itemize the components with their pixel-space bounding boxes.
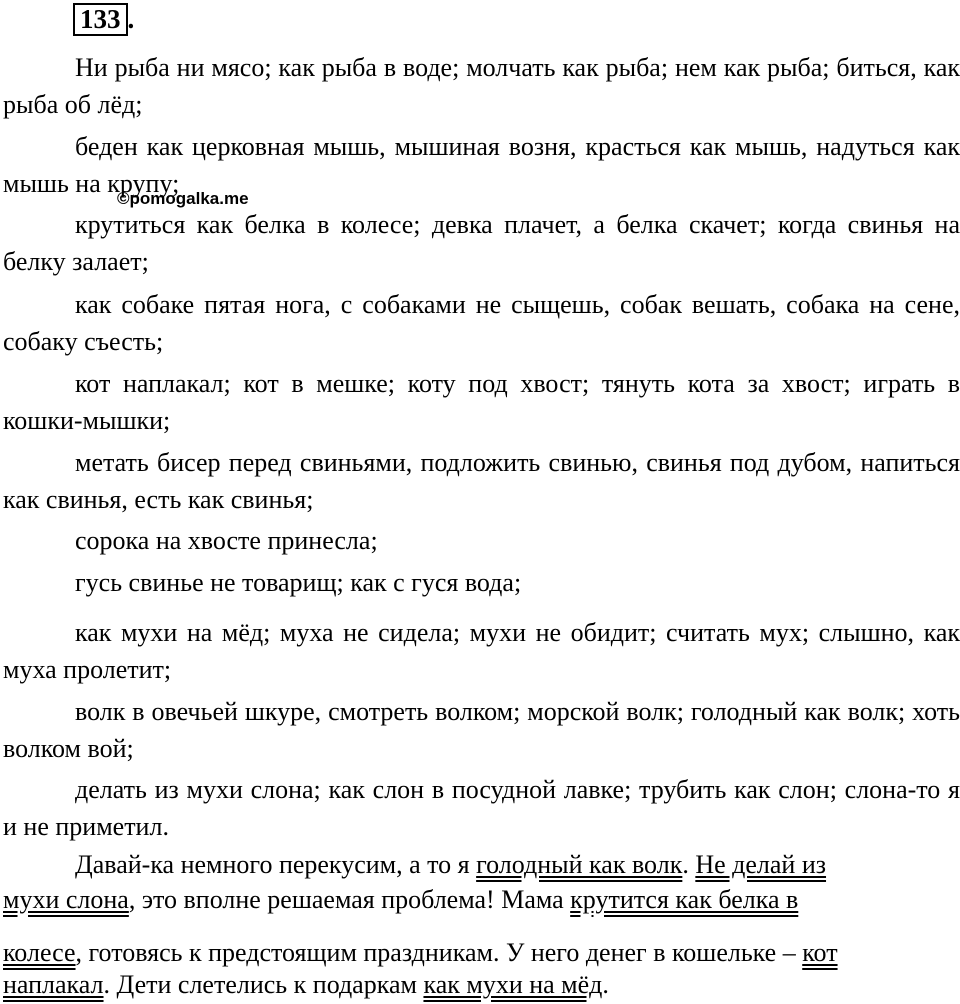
paragraph-cat: кот наплакал; кот в мешке; коту под хвост; тянуть кота за хвост; играть в кошки-мышки; bbox=[3, 369, 960, 435]
exercise-number-dot: . bbox=[127, 4, 135, 34]
answer-line-1 bbox=[75, 850, 826, 880]
answer-line-4 bbox=[3, 970, 609, 1000]
exercise-number-box: 133 bbox=[73, 3, 128, 36]
watermark: ©pomogalka.me bbox=[117, 189, 249, 208]
answer-text: Давай-ка немного перекусим, а то я bbox=[75, 850, 477, 879]
paragraph-squirrel: крутиться как белка в колесе; девка плачет, а белка скачет; когда свинья на белку залает; bbox=[3, 210, 960, 276]
paragraph-magpie: сорока на хвосте принесла; bbox=[75, 526, 378, 555]
answer-text: , это вполне решаемая проблема! Мама bbox=[128, 885, 571, 914]
idiom-underlined: мухи слона bbox=[3, 885, 129, 914]
paragraph-wolf: волк в овечьей шкуре, смотреть волком; морской волк; голодный как волк; хоть волком вой; bbox=[3, 697, 960, 763]
idiom-underlined: кот bbox=[802, 938, 838, 967]
paragraph-fish: Ни рыба ни мясо; как рыба в воде; молчать как рыба; нем как рыба; биться, как рыба об лёд; bbox=[3, 53, 960, 119]
answer-text: . Дети слетелись к подаркам bbox=[103, 970, 424, 999]
paragraph-pig: метать бисер перед свиньями, подложить свинью, свинья под дубом, напиться как свинья, есть как свинья; bbox=[3, 448, 960, 514]
answer-text: . bbox=[602, 970, 609, 999]
paragraph-mouse: беден как церковная мышь, мышиная возня, красться как мышь, надуться как мышь на крупу; bbox=[3, 132, 960, 198]
paragraph-goose: гусь свинье не товарищ; как с гуся вода; bbox=[75, 568, 522, 597]
idiom-underlined: как мухи на мёд bbox=[423, 970, 603, 999]
answer-line-2 bbox=[3, 885, 798, 915]
idiom-underlined: наплакал bbox=[3, 970, 104, 999]
answer-text: . bbox=[682, 850, 696, 879]
answer-line-3 bbox=[3, 938, 838, 968]
idiom-underlined: голодный как волк bbox=[476, 850, 683, 879]
paragraph-dog: как собаке пятая нога, с собаками не сыщешь, собак вешать, собака на сене, собаку съесть; bbox=[3, 290, 960, 356]
exercise-number bbox=[73, 3, 134, 36]
idiom-underlined: колесе bbox=[3, 938, 76, 967]
paragraph-fly: как мухи на мёд; муха не сидела; мухи не обидит; считать мух; слышно, как муха пролетит; bbox=[3, 618, 960, 684]
idiom-underlined: крутится как белка в bbox=[570, 885, 799, 914]
answer-text: , готовясь к предстоящим праздникам. У него денег в кошельке – bbox=[75, 938, 803, 967]
idiom-underlined: Не делай из bbox=[695, 850, 827, 879]
paragraph-elephant: делать из мухи слона; как слон в посудной лавке; трубить как слон; слона-то я и не приметил. bbox=[3, 775, 960, 841]
